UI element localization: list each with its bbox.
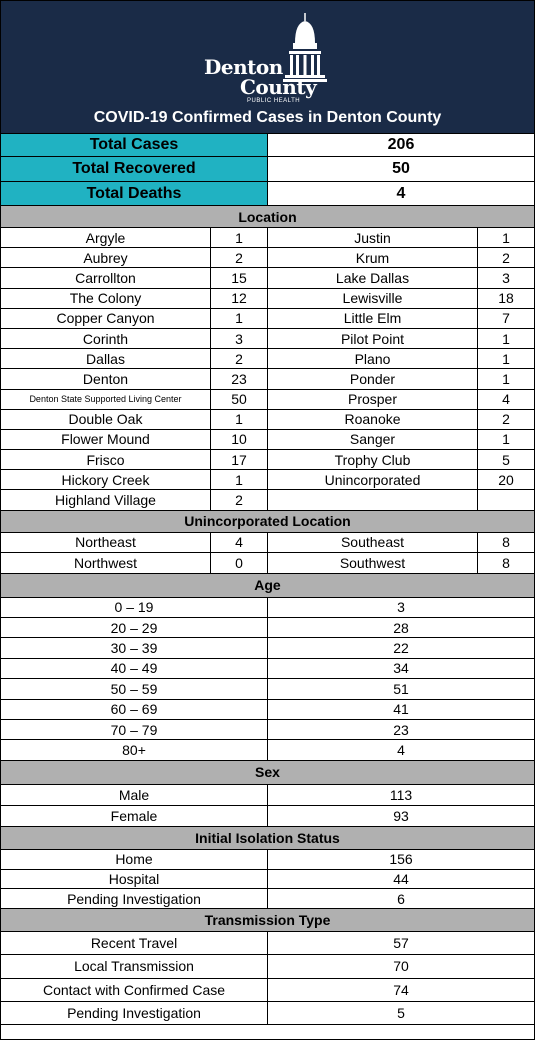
logo-word-denton: Denton — [204, 55, 283, 79]
place-count: 17 — [211, 450, 268, 469]
summary-label: Total Deaths — [1, 182, 268, 205]
place-name: Northwest — [1, 553, 211, 573]
row-value: 28 — [393, 619, 409, 636]
place-count: 18 — [498, 290, 514, 307]
row-label: 80+ — [1, 740, 268, 759]
place-name: Carrollton — [1, 268, 211, 287]
place-count: 2 — [211, 490, 268, 509]
place-name: Pilot Point — [268, 329, 478, 348]
place-count: 3 — [211, 329, 268, 348]
summary-label: Total Recovered — [1, 157, 268, 181]
place-name: Justin — [268, 228, 478, 247]
place-count: 1 — [502, 229, 510, 246]
table-row — [1, 369, 534, 389]
place-name: Prosper — [268, 390, 478, 409]
place-name: The Colony — [1, 289, 211, 308]
place-name: Corinth — [1, 329, 211, 348]
place-count: 1 — [211, 470, 268, 489]
place-name: Southwest — [268, 553, 478, 573]
table-row — [1, 679, 534, 699]
place-count: 2 — [502, 411, 510, 428]
table-row — [1, 430, 534, 450]
row-label: Female — [1, 806, 268, 826]
row-value: 34 — [393, 660, 409, 677]
table-row — [1, 329, 534, 349]
row-label: Pending Investigation — [1, 889, 268, 908]
table-row — [1, 533, 534, 554]
place-count: 10 — [211, 430, 268, 449]
place-name: Ponder — [268, 369, 478, 388]
place-name: Little Elm — [268, 309, 478, 328]
table-row — [1, 700, 534, 720]
table-row — [1, 598, 534, 618]
row-label: 0 – 19 — [1, 598, 268, 617]
place-count: 1 — [502, 350, 510, 367]
place-count: 2 — [211, 248, 268, 267]
table-row — [1, 490, 534, 510]
table-row — [1, 870, 534, 890]
place-count: 1 — [211, 410, 268, 429]
sex-section-header: Sex — [1, 761, 534, 785]
place-name: Denton State Supported Living Center — [1, 390, 211, 409]
place-name: Denton — [1, 369, 211, 388]
table-row — [1, 1002, 534, 1025]
table-row — [1, 850, 534, 870]
place-count: 50 — [211, 390, 268, 409]
place-name: Southeast — [268, 533, 478, 553]
table-row — [1, 228, 534, 248]
place-name: Aubrey — [1, 248, 211, 267]
place-name: Argyle — [1, 228, 211, 247]
row-value: 5 — [397, 1004, 405, 1021]
place-name: Hickory Creek — [1, 470, 211, 489]
place-count: 20 — [498, 471, 514, 488]
table-row — [1, 309, 534, 329]
logo-word-county: County — [240, 75, 317, 99]
summary-value: 50 — [392, 160, 410, 177]
row-value: 3 — [397, 599, 405, 616]
place-count: 5 — [502, 451, 510, 468]
page-title: COVID-19 Confirmed Cases in Denton County — [93, 109, 442, 126]
table-row — [1, 955, 534, 978]
place-name: Double Oak — [1, 410, 211, 429]
row-value: 22 — [393, 640, 409, 657]
place-name: Unincorporated — [268, 470, 478, 489]
row-label: Recent Travel — [1, 932, 268, 954]
table-row — [1, 618, 534, 638]
row-value: 156 — [389, 851, 413, 868]
place-count: 2 — [502, 249, 510, 266]
row-value: 74 — [393, 981, 409, 998]
row-value: 6 — [397, 890, 405, 907]
table-row — [1, 410, 534, 430]
summary-value: 4 — [396, 184, 406, 202]
place-count: 7 — [502, 310, 510, 327]
place-count: 1 — [211, 309, 268, 328]
row-value: 70 — [393, 958, 409, 975]
row-label: 30 – 39 — [1, 638, 268, 657]
place-name: Flower Mound — [1, 430, 211, 449]
row-label: Pending Investigation — [1, 1002, 268, 1024]
isolation-table — [1, 850, 534, 909]
row-label: 40 – 49 — [1, 659, 268, 678]
place-count: 3 — [502, 269, 510, 286]
row-label: 50 – 59 — [1, 679, 268, 698]
place-count: 4 — [211, 533, 268, 553]
row-label: 20 – 29 — [1, 618, 268, 637]
summary-row — [1, 134, 534, 157]
location-table — [1, 228, 534, 511]
place-name: Northeast — [1, 533, 211, 553]
row-label: Contact with Confirmed Case — [1, 979, 268, 1001]
place-name: Lake Dallas — [268, 268, 478, 287]
row-value: 113 — [389, 786, 413, 803]
transmission-section-header: Transmission Type — [1, 909, 534, 932]
place-name: Roanoke — [268, 410, 478, 429]
place-name: Frisco — [1, 450, 211, 469]
denton-county-logo — [201, 13, 331, 103]
place-name: Trophy Club — [268, 450, 478, 469]
row-label: Home — [1, 850, 268, 869]
table-row — [1, 720, 534, 740]
place-name: Plano — [268, 349, 478, 368]
table-row — [1, 268, 534, 288]
table-row — [1, 659, 534, 679]
place-count: 23 — [211, 369, 268, 388]
place-count: 15 — [211, 268, 268, 287]
place-count: 2 — [211, 349, 268, 368]
age-section-header: Age — [1, 574, 534, 598]
table-row — [1, 785, 534, 806]
place-name: Highland Village — [1, 490, 211, 509]
isolation-section-header: Initial Isolation Status — [1, 827, 534, 850]
place-count: 1 — [502, 370, 510, 387]
unincorporated-section-header: Unincorporated Location — [1, 511, 534, 533]
row-value: 41 — [393, 701, 409, 718]
place-count: 0 — [211, 553, 268, 573]
place-name: Lewisville — [268, 289, 478, 308]
logo-word-public-health: PUBLIC HEALTH — [247, 98, 301, 104]
summary-label: Total Cases — [1, 134, 268, 156]
row-label: Hospital — [1, 870, 268, 889]
summary-table — [1, 134, 534, 206]
place-name: Sanger — [268, 430, 478, 449]
location-section-header: Location — [1, 206, 534, 228]
row-value: 51 — [393, 680, 409, 697]
place-count: 1 — [502, 431, 510, 448]
row-label: Male — [1, 785, 268, 805]
place-count: 8 — [502, 554, 510, 571]
row-value: 44 — [393, 870, 409, 887]
place-count: 1 — [502, 330, 510, 347]
age-table — [1, 598, 534, 761]
table-row — [1, 289, 534, 309]
table-row — [1, 470, 534, 490]
place-name — [268, 490, 478, 509]
sex-table — [1, 785, 534, 827]
table-row — [1, 553, 534, 574]
table-row — [1, 390, 534, 410]
place-count: 12 — [211, 289, 268, 308]
place-count: 1 — [211, 228, 268, 247]
table-row — [1, 349, 534, 369]
table-row — [1, 450, 534, 470]
summary-row — [1, 157, 534, 182]
row-value: 57 — [393, 935, 409, 952]
row-value: 23 — [393, 721, 409, 738]
unincorporated-table — [1, 533, 534, 574]
place-name: Krum — [268, 248, 478, 267]
table-row — [1, 638, 534, 658]
row-label: 70 – 79 — [1, 720, 268, 739]
table-row — [1, 979, 534, 1002]
table-row — [1, 932, 534, 955]
summary-value: 206 — [387, 136, 415, 153]
report-header — [1, 1, 534, 134]
table-row — [1, 248, 534, 268]
row-label: Local Transmission — [1, 955, 268, 977]
table-row — [1, 889, 534, 909]
place-count: 8 — [502, 534, 510, 551]
row-value: 4 — [397, 742, 405, 759]
place-count — [478, 490, 534, 509]
place-count: 4 — [502, 391, 510, 408]
summary-row — [1, 182, 534, 206]
table-row — [1, 740, 534, 760]
row-value: 93 — [393, 807, 409, 824]
place-name: Copper Canyon — [1, 309, 211, 328]
transmission-table — [1, 932, 534, 1025]
table-row — [1, 806, 534, 827]
place-name: Dallas — [1, 349, 211, 368]
row-label: 60 – 69 — [1, 700, 268, 719]
